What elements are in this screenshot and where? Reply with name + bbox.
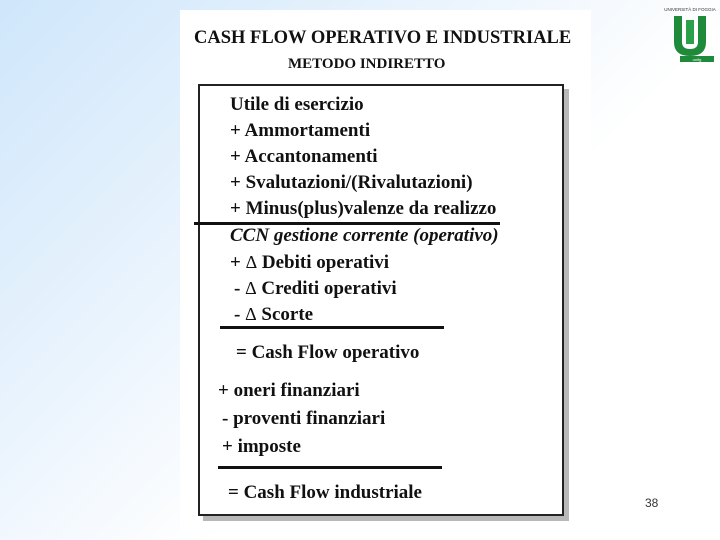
slide-panel [180, 10, 591, 530]
delta-icon: Δ [245, 304, 257, 324]
line-proventi: - proventi finanziari [222, 408, 386, 429]
line-scorte [234, 303, 313, 326]
line-imposte: + imposte [222, 436, 301, 457]
logo-caption-top: UNIVERSITÀ DI FOGGIA [664, 7, 716, 12]
slide-subtitle: METODO INDIRETTO [288, 56, 446, 72]
scorte-sign: - [234, 304, 241, 325]
university-logo [664, 6, 716, 64]
line-oneri: + oneri finanziari [218, 380, 360, 401]
logo-caption-bottom: unifg [692, 57, 702, 62]
crediti-sign: - [234, 278, 241, 299]
divider-rule [218, 466, 442, 469]
line-minus-plus: + Minus(plus)valenze da realizzo [230, 198, 497, 219]
line-ammortamenti: + Ammortamenti [230, 120, 371, 141]
line-ccn: CCN gestione corrente (operativo) [230, 225, 499, 246]
crediti-label: Crediti operativi [261, 278, 397, 299]
university-logo-icon [664, 6, 716, 64]
line-svalutazioni: + Svalutazioni/(Rivalutazioni) [230, 172, 473, 193]
delta-icon: Δ [245, 252, 258, 272]
page-number: 38 [645, 496, 659, 510]
scorte-label: Scorte [261, 304, 314, 325]
line-debiti [230, 251, 389, 274]
delta-icon: Δ [245, 278, 257, 298]
line-crediti [234, 277, 397, 300]
line-accantonamenti: + Accantonamenti [230, 146, 378, 167]
divider-rule [220, 326, 444, 329]
cash-flow-box [198, 84, 564, 516]
debiti-label: Debiti operativi [261, 252, 390, 273]
slide-title: CASH FLOW OPERATIVO E INDUSTRIALE [194, 28, 572, 48]
line-utile: Utile di esercizio [230, 94, 364, 115]
debiti-sign: + [230, 252, 241, 273]
line-cash-flow-industriale: = Cash Flow industriale [228, 482, 422, 503]
line-cash-flow-operativo: = Cash Flow operativo [236, 342, 420, 363]
